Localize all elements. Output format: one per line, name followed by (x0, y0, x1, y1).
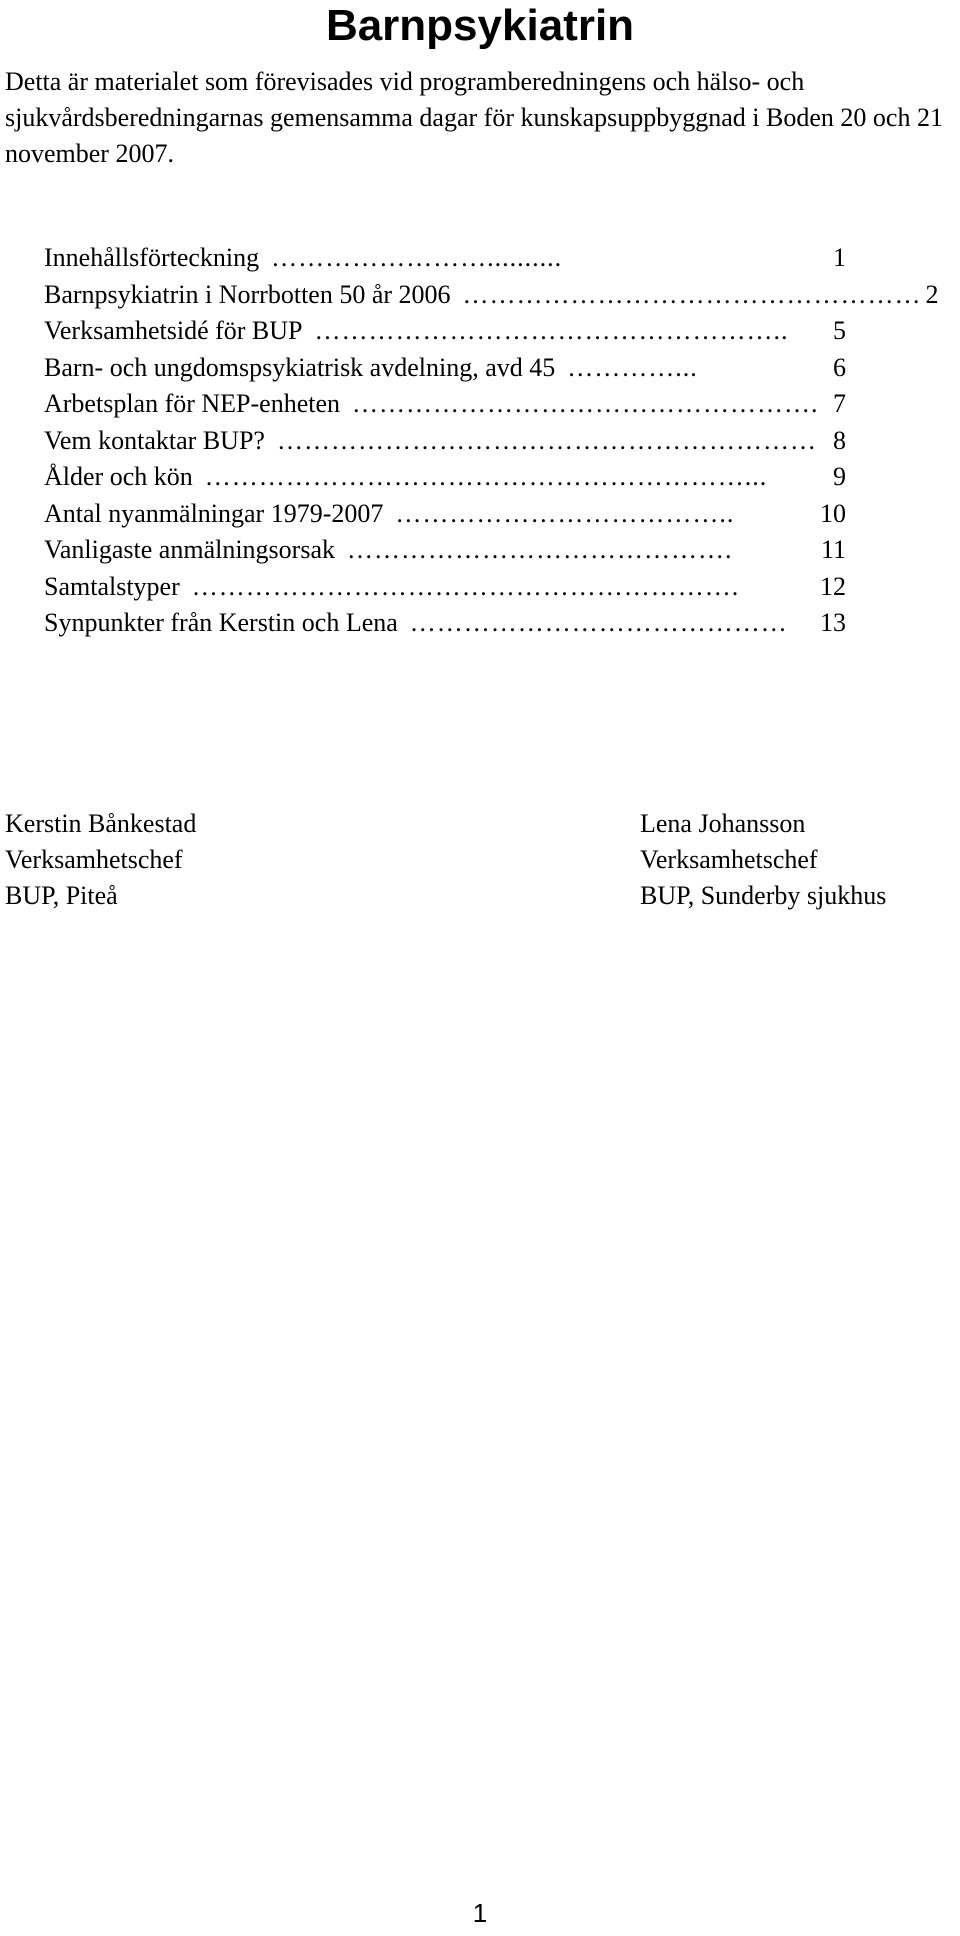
toc-entry-page: 11 (820, 535, 846, 564)
toc-entry-leader: ……………………………….. (395, 498, 735, 528)
toc-entry-page: 13 (820, 608, 846, 637)
toc-entry-page: 6 (833, 352, 846, 382)
toc-entry-leader: …………………………………………….. (314, 316, 789, 345)
toc-entry-label: Verksamhetsidé för BUP (44, 316, 303, 345)
toc-entry-label: Samtalstyper (44, 571, 180, 601)
toc-entry-leader: ……………………………………. (347, 535, 733, 564)
intro-paragraph: Detta är materialet som förevisades vid programberedningens och hälso- och sjukvårdsberedningarnas gemensamma dagar för kunskapsuppbyggnad i Boden 20 och 21 november 2007. (5, 67, 943, 168)
toc-entry-label: Innehållsförteckning (44, 243, 260, 272)
toc-entry-label: Synpunkter från Kerstin och Lena (44, 608, 398, 637)
signature-block-left (5, 806, 196, 914)
toc-entry-page: 8 (833, 425, 846, 455)
signatory-unit: BUP, Piteå (5, 881, 118, 910)
signatory-role: Verksamhetschef (640, 845, 818, 874)
signatory-unit: BUP, Sunderby sjukhus (640, 881, 887, 910)
signatory-name: Lena Johansson (640, 809, 806, 838)
toc-entry-leader: ……………………………………………. (352, 389, 819, 418)
toc-entry[interactable] (44, 350, 846, 387)
toc-entry[interactable] (44, 496, 846, 533)
toc-entry-leader: …………... (567, 352, 698, 382)
toc-entry[interactable] (44, 277, 939, 314)
toc-entry-leader: …………………………………………………… (276, 425, 817, 455)
toc-entry[interactable] (44, 386, 846, 423)
table-of-contents (44, 240, 939, 642)
toc-entry-page: 7 (833, 389, 846, 418)
toc-entry-page: 1 (833, 243, 846, 272)
toc-entry-page: 2 (925, 279, 939, 309)
toc-entry[interactable] (44, 605, 846, 642)
toc-entry[interactable] (44, 532, 846, 569)
toc-entry[interactable] (44, 459, 846, 496)
toc-entry-leader: …………………….......... (271, 243, 563, 272)
toc-entry-leader: ……………………………………………………... (204, 462, 768, 491)
toc-entry-page: 12 (820, 571, 846, 601)
page-number: 1 (472, 1898, 488, 1928)
toc-entry-label: Ålder och kön (44, 462, 193, 491)
signatory-name: Kerstin Bånkestad (5, 809, 197, 838)
toc-entry-page: 9 (833, 462, 846, 491)
toc-entry-label: Barn- och ungdomspsykiatrisk avdelning, avd 45 (44, 352, 556, 382)
signatory-role: Verksamhetschef (5, 845, 183, 874)
toc-entry[interactable] (44, 423, 846, 460)
toc-entry-label: Arbetsplan för NEP-enheten (44, 389, 341, 418)
page-title: Barnpsykiatrin (325, 1, 635, 50)
toc-entry-leader: ……………………………………………………. (191, 571, 740, 601)
toc-entry-label: Vem kontaktar BUP? (44, 425, 265, 455)
toc-entry-page: 10 (820, 498, 846, 528)
toc-entry-label: Barnpsykiatrin i Norrbotten 50 år 2006 (44, 279, 451, 309)
signature-block-right (640, 806, 886, 914)
toc-entry[interactable] (44, 313, 846, 350)
toc-entry-label: Vanligaste anmälningsorsak (44, 535, 335, 564)
toc-entry[interactable] (44, 240, 846, 277)
toc-entry[interactable] (44, 569, 846, 606)
toc-entry-leader: …………………………………… (409, 608, 788, 637)
toc-entry-label: Antal nyanmälningar 1979-2007 (44, 498, 384, 528)
toc-entry-page: 5 (833, 316, 846, 345)
toc-entry-leader: …………………………………………… (462, 279, 922, 309)
